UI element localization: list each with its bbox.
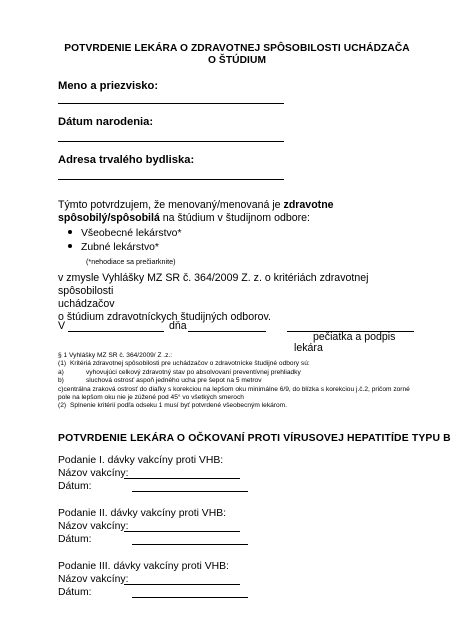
date-prefix: dňa (169, 320, 187, 332)
footnote-num: a) (58, 368, 64, 376)
vaccine-name-label: Názov vakcíny: (58, 521, 129, 532)
strike-note: (*nehodiace sa prečiarknite) (86, 257, 176, 266)
dose-title: Podanie II. dávky vakcíny proti VHB: (58, 508, 227, 519)
stamp-label-line1: pečiatka a podpis (313, 331, 396, 343)
stamp-label-line2: lekára (294, 342, 323, 354)
footnote-text: Kritériá zdravotnej spôsobilosti pre uchádzačov o zdravotnícke študijné odbory sú: (70, 360, 310, 368)
confirmation-bold: zdravotne spôsobilý/spôsobilá (58, 199, 334, 224)
dose-title: Podanie I. dávky vakcíny proti VHB: (58, 455, 224, 466)
dose-title: Podanie III. dávky vakcíny proti VHB: (58, 561, 229, 572)
dose-date-line (132, 597, 248, 598)
birth-date-label: Dátum narodenia: (58, 116, 154, 128)
footnote-row (58, 369, 418, 377)
footnotes (58, 352, 418, 411)
vaccine-name-label: Názov vakcíny: (58, 574, 129, 585)
footnote-num: b) (58, 377, 64, 385)
address-line (58, 179, 284, 180)
vaccine-name-line (124, 478, 240, 479)
bullet-icon (68, 230, 72, 234)
place-prefix: V (58, 320, 66, 332)
decree-line3: o štúdium zdravotníckych študijných odborov. (58, 311, 271, 323)
date-line (188, 331, 266, 332)
footnote-row (58, 377, 418, 385)
signature-row (58, 320, 438, 354)
address-label: Adresa trvalého bydliska: (58, 154, 195, 166)
decree-text (58, 272, 378, 324)
dose-date-label: Dátum: (58, 481, 92, 492)
study-field-item (68, 228, 182, 240)
vaccine-name-line (124, 584, 240, 585)
bullet-icon (68, 244, 72, 248)
form-title-line1: POTVRDENIE LEKÁRA O ZDRAVOTNEJ SPÔSOBILOSTI UCHÁDZAČA (64, 43, 410, 54)
dose-date-line (132, 544, 248, 545)
decree-line2: uchádzačov (58, 298, 115, 310)
dose-date-line (132, 491, 248, 492)
footnote-text: c)centrálna zraková ostrosť do diaľky s korekciou na lepšom oku minimálne 6/9, do blízka s korekciou j.č.2, pričom zorné pole na lepšom oku nie je zúžené pod 45° vo všetkých smeroch (58, 385, 410, 402)
study-field-label: Všeobecné lekárstvo* (81, 228, 182, 239)
form-title-line2: O ŠTÚDIUM (207, 55, 267, 66)
footnote-text: sluchová ostrosť aspoň jedného ucha pre šepot na 5 metrov (86, 377, 262, 385)
footnote-text: § 1 Vyhlášky MZ SR č. 364/2009/ Z .z.: (58, 352, 173, 359)
hepatitis-title: POTVRDENIE LEKÁRA O OČKOVANÍ PROTI VÍRUSOVEJ HEPATITÍDE TYPU B (58, 433, 451, 444)
dose-block (58, 454, 388, 494)
confirmation-post: na štúdium v študijnom odbore: (159, 212, 311, 224)
vaccine-name-line (124, 531, 240, 532)
decree-line1: v zmysle Vyhlášky MZ SR č. 364/2009 Z. z. o kritériách zdravotnej spôsobilosti (58, 272, 369, 297)
footnote-row (58, 360, 418, 368)
confirmation-text (58, 199, 358, 225)
footnote-row (58, 386, 418, 403)
birth-date-line (58, 141, 284, 142)
dose-date-label: Dátum: (58, 587, 92, 598)
name-label: Meno a priezvisko: (58, 80, 159, 92)
name-line (58, 103, 284, 104)
study-field-label: Zubné lekárstvo* (81, 242, 159, 253)
footnote-text: Splnenie kritérií podľa odseku 1 musí byť potvrdené všeobecným lekárom. (70, 402, 287, 410)
footnote-row (58, 352, 418, 360)
footnote-num: (1) (58, 360, 67, 368)
study-field-item (68, 242, 159, 254)
footnote-text: vyhovujúci celkový zdravotný stav po absolvovaní preventívnej prehliadky (86, 368, 301, 376)
place-line (68, 331, 164, 332)
form-title (40, 43, 434, 67)
dose-block (58, 507, 388, 547)
footnote-num: (2) (58, 402, 67, 410)
confirmation-pre: Týmto potvrdzujem, že menovaný/menovaná je (58, 199, 284, 211)
dose-date-label: Dátum: (58, 534, 92, 545)
vaccine-name-label: Názov vakcíny: (58, 468, 129, 479)
dose-block (58, 560, 388, 600)
footnote-row (58, 402, 418, 410)
